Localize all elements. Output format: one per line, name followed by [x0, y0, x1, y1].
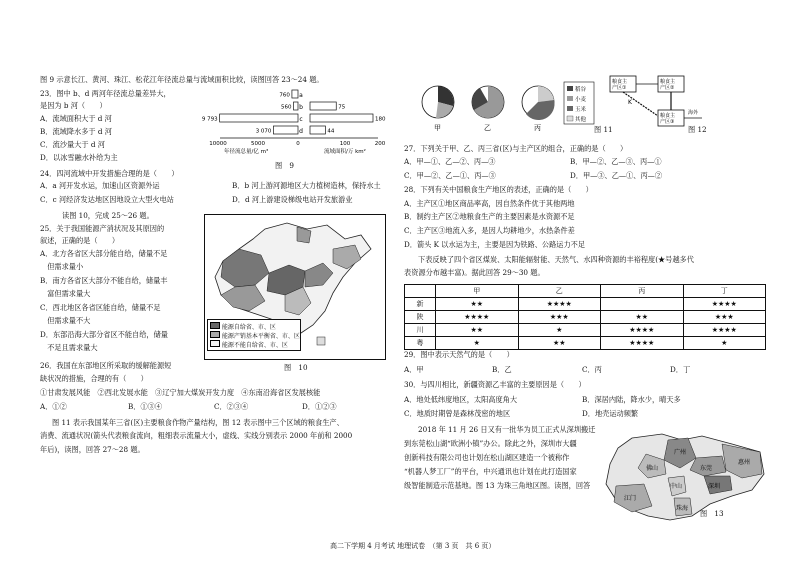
- pie-label-yi: 乙: [484, 124, 491, 132]
- table-cell: ★★★★: [601, 324, 684, 337]
- figure-10-frame: [204, 214, 386, 360]
- area-bar-c: [310, 114, 373, 122]
- q30-stem: 30．与四川相比，新疆资源乙丰富的主要原因是（ ）: [404, 380, 586, 389]
- box3-text-1: 粮食主: [660, 113, 676, 119]
- q27-opt-b: B．甲—②、乙—③、丙—①: [570, 157, 662, 166]
- q29-stem: 29．图中表示天然气的是（ ）: [404, 350, 514, 359]
- table-cell: ★★★★: [518, 298, 601, 311]
- q25-stem: 25．关于我国能源产消状况及其原因的: [40, 224, 165, 233]
- table-row-label: 川: [405, 324, 436, 337]
- q26-opt-c: C．②③④: [214, 402, 249, 411]
- table-cell: ★★★★: [601, 337, 684, 350]
- table-row: [405, 324, 766, 337]
- runoff-bar-d: [273, 126, 298, 134]
- runoff-value-a: 760: [279, 92, 290, 99]
- legend-swatch-deficit: [210, 340, 220, 347]
- figure-9-chart: [202, 84, 402, 172]
- table-header-cell: [405, 285, 436, 298]
- pie-yi: [472, 86, 504, 118]
- runoff-bar-c: [220, 114, 298, 122]
- x-label-area: 流域面积/万 km²: [324, 149, 366, 155]
- legend-swatch-wheat: [567, 96, 573, 101]
- legend-row-3: [210, 340, 288, 350]
- table-cell: [601, 298, 684, 311]
- legend-self-sufficient-label: 能源自给省、市、区: [221, 324, 276, 331]
- q25-opt-b2: 富但需求量大: [40, 289, 91, 298]
- runoff-value-b: 560: [281, 104, 292, 111]
- legend-swatch-self-sufficient: [210, 322, 220, 329]
- table-cell: ★★★★: [683, 324, 766, 337]
- table-row-label: 陕: [405, 311, 436, 324]
- row-letter-c: c: [299, 116, 303, 123]
- table-header-cell: 乙: [518, 285, 601, 298]
- q25-opt-a2: 但需求量小: [40, 262, 84, 271]
- legend-wheat: 小麦: [575, 97, 587, 103]
- figure-11-legend: [564, 82, 594, 124]
- q23-opt-b: B．流域降水多于 d 河: [40, 127, 112, 136]
- q30-opt-d: D．地壳运动频繁: [582, 409, 639, 418]
- tick-right-1: 200: [374, 141, 386, 147]
- q25-opt-b: B．南方各省区大部分不能自给，储量丰: [40, 276, 168, 285]
- legend-deficit-label: 能源不能自给省、市、区: [221, 342, 288, 349]
- table-cell: ★★★★: [436, 311, 519, 324]
- q30-opt-b: B．深居内陆，降水少，晴天多: [582, 395, 681, 404]
- q28-opt-a: A．主产区①地区商品率高，因自然条件优于其他两地: [404, 199, 575, 208]
- intro-27-28-line2: 消费、流通状况(箭头代表粮食流向，粗细表示流量大小，虚线、实线分别表示 2000 年前和 2000: [40, 431, 353, 440]
- table-cell: ★★: [436, 298, 519, 311]
- q23-opt-a: A．流域面积大于 d 河: [40, 114, 112, 123]
- legend-swatch-balanced: [210, 331, 220, 338]
- runoff-value-d: 3 070: [255, 128, 272, 135]
- row-letter-d: d: [299, 128, 303, 135]
- table-cell: ★: [683, 337, 766, 350]
- pie-bing: [522, 86, 555, 120]
- q23-opt-c: C．流沙量大于 d 河: [40, 140, 105, 149]
- news-line-5: 级智能制造示范基地。图 13 为珠三角地区图。读图，回答: [404, 481, 591, 490]
- q23-stem-2: 是因为 b 河（ ）: [40, 101, 107, 110]
- q23-stem: 23．图中 b、d 两河年径流总量差异大，: [40, 89, 171, 98]
- q24-stem: 24．四河流域中开发措施合理的是（ ）: [40, 169, 179, 178]
- table-cell: ★★: [436, 324, 519, 337]
- legend-corn: 玉米: [575, 107, 587, 113]
- tick-left-1: 5000: [251, 141, 265, 147]
- q26-stem: 26．我国在东部地区所采取的缓解能源短: [40, 361, 172, 370]
- legend-swatch-rice: [567, 86, 573, 91]
- city-foshan: 佛山: [646, 465, 659, 472]
- table-header-row: [405, 285, 766, 298]
- legend-rice: 稻谷: [575, 87, 587, 93]
- legend-balanced-label: 能源产销基本平衡省、市、区: [221, 333, 300, 340]
- area-bar-d: [310, 126, 325, 134]
- q28-stem: 28．下列有关中国粮食生产地区的表述，正确的是（ ）: [404, 185, 593, 194]
- x-label-runoff: 年径流总量/亿 m³: [224, 149, 269, 155]
- legend-swatch-other: [567, 116, 573, 121]
- table-row: [405, 298, 766, 311]
- city-dongguan: 东莞: [700, 465, 713, 472]
- box2-text-2: 产区②: [660, 85, 675, 91]
- overseas-label: 海外: [688, 110, 699, 116]
- q27-stem: 27．下列关于甲、乙、丙三省(区)与主产区的组合，正确的是（ ）: [404, 144, 628, 153]
- table-cell: ★★★: [683, 311, 766, 324]
- q24-opt-a: A．a 河开发水运，加速山区资源外运: [40, 181, 160, 190]
- table-row-label: 粤: [405, 337, 436, 350]
- figure-11-caption: 图 11: [594, 125, 613, 134]
- table-cell: ★★★: [518, 311, 601, 324]
- q28-opt-d: D．箭头 K 以水运为主，主要是因为铁路、公路运力不足: [404, 240, 586, 249]
- city-zhongshan: 中山: [670, 483, 683, 490]
- q25-opt-c2: 但需求量不大: [40, 316, 91, 325]
- read-fig10: 读图 10，完成 25～26 题。: [62, 211, 154, 220]
- q29-opt-d: D．丁: [670, 365, 691, 374]
- q25-stem-2: 叙述，正确的是（ ）: [40, 236, 120, 245]
- intro-29-30: 下表反映了四个省区煤炭、太阳能辐射能、天然气、水四种资源的丰裕程度(★号越多代: [418, 255, 694, 264]
- runoff-bar-b: [294, 102, 298, 110]
- tick-left-2: 0: [296, 141, 300, 147]
- q25-opt-a: A．北方各省区大部分能自给，储量不足: [40, 249, 168, 258]
- q25-opt-c: C．西北地区各省区能自给，储量不足: [40, 303, 161, 312]
- resource-table: [404, 284, 766, 350]
- table-row-label: 新: [405, 298, 436, 311]
- page-footer: 高二下学期 4 月考试 地理试卷 （第 3 页 共 6 页）: [330, 542, 496, 550]
- table-row: [405, 311, 766, 324]
- area-value-d: 44: [327, 128, 335, 135]
- table-cell: ★: [436, 337, 519, 350]
- news-line-4: “机器人梦工厂”的平台，中兴通讯也计划在此打造国家: [404, 467, 577, 476]
- box3-text-2: 产区③: [660, 119, 675, 125]
- row-letter-b: b: [299, 104, 303, 111]
- q26-opt-d: D．①②③: [302, 402, 337, 411]
- box2-text-1: 粮食主: [660, 79, 676, 85]
- q24-opt-b: B．b 河上游河源地区大力植树造林，保持水土: [232, 181, 381, 190]
- news-line-3: 创新科技有限公司也计划在松山湖区建造一个被称作: [404, 453, 570, 462]
- intro-29-30b: 表资源分布越丰富)。据此回答 29～30 题。: [404, 268, 545, 277]
- figure-11-pies: [416, 78, 596, 138]
- q28-opt-b: B．制约主产区②地粮食生产的主要因素是水资源不足: [404, 212, 575, 221]
- intro-27-28-line1: 图 11 表示我国某年三省(区)主要粮食作物产量结构，图 12 表示图中三个区域的粮食生产、: [52, 418, 344, 427]
- pie-label-bing: 丙: [534, 124, 541, 132]
- box1-text-1: 粮食主: [612, 79, 628, 85]
- row-letter-a: a: [299, 92, 303, 99]
- q30-opt-a: A．地处低纬度地区，太阳高度角大: [404, 395, 518, 404]
- figure-10-caption: 图 10: [284, 363, 308, 372]
- q24-opt-d: D．d 河上游建设梯级电站开发旅游业: [232, 195, 353, 204]
- q25-opt-d2: 不足且需求量大: [40, 343, 98, 352]
- q29-opt-b: B．乙: [492, 365, 512, 374]
- q24-opt-c: C．c 河经济发达地区因地设立大型火电站: [40, 195, 174, 204]
- area-value-c: 180: [375, 116, 386, 123]
- city-zhuhai: 珠海: [676, 505, 689, 512]
- table-header-cell: 丙: [601, 285, 684, 298]
- q23-opt-d: D．以冰雪融水补给为主: [40, 153, 118, 162]
- q27-opt-c: C．甲—②、乙—①、丙—③: [404, 171, 496, 180]
- city-guangzhou: 广州: [674, 449, 687, 456]
- figure-12-caption: 图 12: [688, 125, 707, 134]
- q29-opt-a: A．甲: [404, 365, 424, 374]
- q26-opt-b: B．①③④: [128, 402, 163, 411]
- box1-text-2: 产区①: [612, 85, 627, 91]
- q27-opt-d: D．甲—③、乙—①、丙—②: [570, 171, 663, 180]
- q26-stem-2: 缺状况的措施，合理的有（ ）: [40, 374, 148, 383]
- q26-items: ①甘肃发展风能 ②西北发展水能 ③辽宁加大煤炭开发力度 ④东南沿海省区发展核能: [40, 388, 321, 397]
- legend-other: 其他: [575, 117, 587, 123]
- table-cell: ★: [518, 324, 601, 337]
- city-jiangmen: 江门: [624, 495, 637, 502]
- area-bar-b: [310, 102, 336, 110]
- q30-opt-c: C．地质时期曾是森林茂密的地区: [404, 409, 511, 418]
- area-value-b: 75: [338, 104, 346, 111]
- news-line-1: 2018 年 11 月 26 日又有一批华为员工正式从深圳搬迁: [418, 425, 596, 434]
- q25-opt-d: D．东部沿海大部分省区不能自给，储量: [40, 330, 168, 339]
- q28-opt-c: C．主产区③地流入多，是因人均耕地少，水热条件差: [404, 226, 575, 235]
- figure-10-legend: [207, 319, 301, 351]
- table-header-cell: 甲: [436, 285, 519, 298]
- table-cell: ★★★★: [683, 298, 766, 311]
- q29-opt-c: C．丙: [582, 365, 602, 374]
- city-huizhou: 惠州: [738, 459, 751, 466]
- tick-left-0: 10000: [209, 141, 227, 147]
- figure-13-map: [592, 430, 770, 526]
- pie-jia: [422, 86, 454, 118]
- q27-opt-a: A．甲—①、乙—②、丙—③: [404, 157, 496, 166]
- table-cell: ★★: [601, 311, 684, 324]
- runoff-bar-a: [292, 90, 298, 98]
- figure-9-caption: 图 9: [275, 161, 294, 170]
- intro-27-28-line3: 年后)，读图，回答 27～28 题。: [40, 445, 145, 454]
- legend-swatch-corn: [567, 106, 573, 111]
- pie-label-jia: 甲: [434, 124, 441, 132]
- q26-opt-a: A．①②: [40, 402, 67, 411]
- table-cell: ★★: [518, 337, 601, 350]
- table-header-cell: 丁: [683, 285, 766, 298]
- runoff-value-c: 9 793: [202, 116, 218, 123]
- intro-23-24: 图 9 示意长江、黄河、珠江、松花江年径流总量与流域面积比较，读图回答 23～24 题。: [40, 75, 324, 84]
- news-line-2: 到东莞松山湖“欧洲小镇”办公。除此之外，深圳市大疆: [404, 439, 577, 448]
- figure-13-caption: 图 13: [700, 509, 724, 518]
- arrow-k-label: K: [628, 99, 632, 106]
- table-row: [405, 337, 766, 350]
- tick-right-0: 100: [339, 141, 351, 147]
- city-shenzhen: 深圳: [708, 483, 721, 490]
